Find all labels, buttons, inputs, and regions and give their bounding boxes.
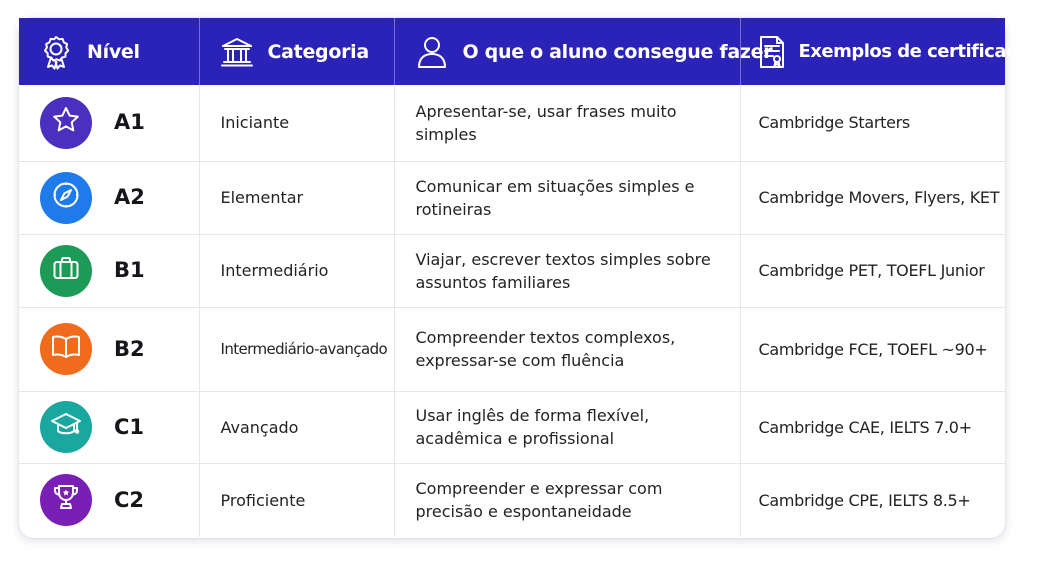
level-badge <box>40 401 92 453</box>
award-ribbon-icon <box>39 35 73 69</box>
trophy-icon <box>51 482 81 518</box>
certification-cell: Cambridge CAE, IELTS 7.0+ <box>758 417 972 437</box>
table-row <box>19 161 1005 234</box>
table-row <box>19 307 1005 391</box>
category-cell: Elementar <box>199 161 394 234</box>
table-row <box>19 234 1005 307</box>
certification-cell: Cambridge CPE, IELTS 8.5+ <box>758 490 971 510</box>
briefcase-icon <box>51 253 81 289</box>
level-badge <box>40 245 92 297</box>
description-cell: Apresentar-se, usar frases muito simples <box>394 85 740 161</box>
institution-icon <box>220 35 254 69</box>
description-cell: Viajar, escrever textos simples sobre assuntos familiares <box>394 234 740 307</box>
description-cell: Comunicar em situações simples e rotineiras <box>394 161 740 234</box>
header-category-label: Categoria <box>267 40 369 63</box>
cefr-levels-table <box>19 18 1040 537</box>
certification-cell: Cambridge Starters <box>758 113 910 133</box>
graduation-cap-icon <box>50 409 82 445</box>
description-cell: Usar inglês de forma flexível, acadêmica e profissional <box>394 391 740 463</box>
category-cell: Proficiente <box>199 463 394 537</box>
description-cell: Compreender e expressar com precisão e espontaneidade <box>394 463 740 537</box>
level-code: C2 <box>114 487 145 512</box>
level-code: B1 <box>114 258 145 282</box>
category-cell: Intermediário <box>199 234 394 307</box>
header-certification <box>740 18 1040 85</box>
open-book-icon <box>50 331 82 367</box>
level-code: C1 <box>114 414 145 439</box>
header-level <box>19 18 199 85</box>
table-row <box>19 85 1005 161</box>
category-cell: Avançado <box>199 391 394 463</box>
certificate-document-icon <box>755 35 789 69</box>
header-can-do-label: O que o aluno consegue fazer <box>462 40 773 63</box>
level-code: A2 <box>114 185 145 209</box>
level-cell <box>19 161 199 234</box>
level-code: B2 <box>114 336 145 361</box>
category-cell: Iniciante <box>199 85 394 161</box>
table-row <box>19 463 1005 537</box>
certification-cell: Cambridge PET, TOEFL Junior <box>758 261 985 280</box>
star-icon <box>51 105 81 141</box>
level-cell <box>19 391 199 463</box>
category-cell: Intermediário-avançado <box>199 307 394 391</box>
certification-cell: Cambridge FCE, TOEFL ~90+ <box>758 339 988 359</box>
level-badge <box>40 474 92 526</box>
level-cell <box>19 307 199 391</box>
header-category <box>199 18 394 85</box>
table-header-row <box>19 18 1005 85</box>
description-cell: Compreender textos complexos, expressar-se com fluência <box>394 307 740 391</box>
level-cell <box>19 463 199 537</box>
header-certification-label: Exemplos de certificação <box>798 41 1040 62</box>
header-can-do <box>394 18 773 85</box>
level-badge <box>40 172 92 224</box>
level-badge <box>40 323 92 375</box>
level-cell <box>19 85 199 161</box>
level-cell <box>19 234 199 307</box>
level-badge <box>40 97 92 149</box>
user-icon <box>415 35 449 69</box>
table-row <box>19 391 1005 463</box>
cefr-levels-card <box>19 18 1040 538</box>
header-level-label: Nível <box>87 40 140 63</box>
compass-icon <box>51 180 81 216</box>
certification-cell: Cambridge Movers, Flyers, KET <box>758 188 1000 207</box>
level-code: A1 <box>114 110 145 135</box>
